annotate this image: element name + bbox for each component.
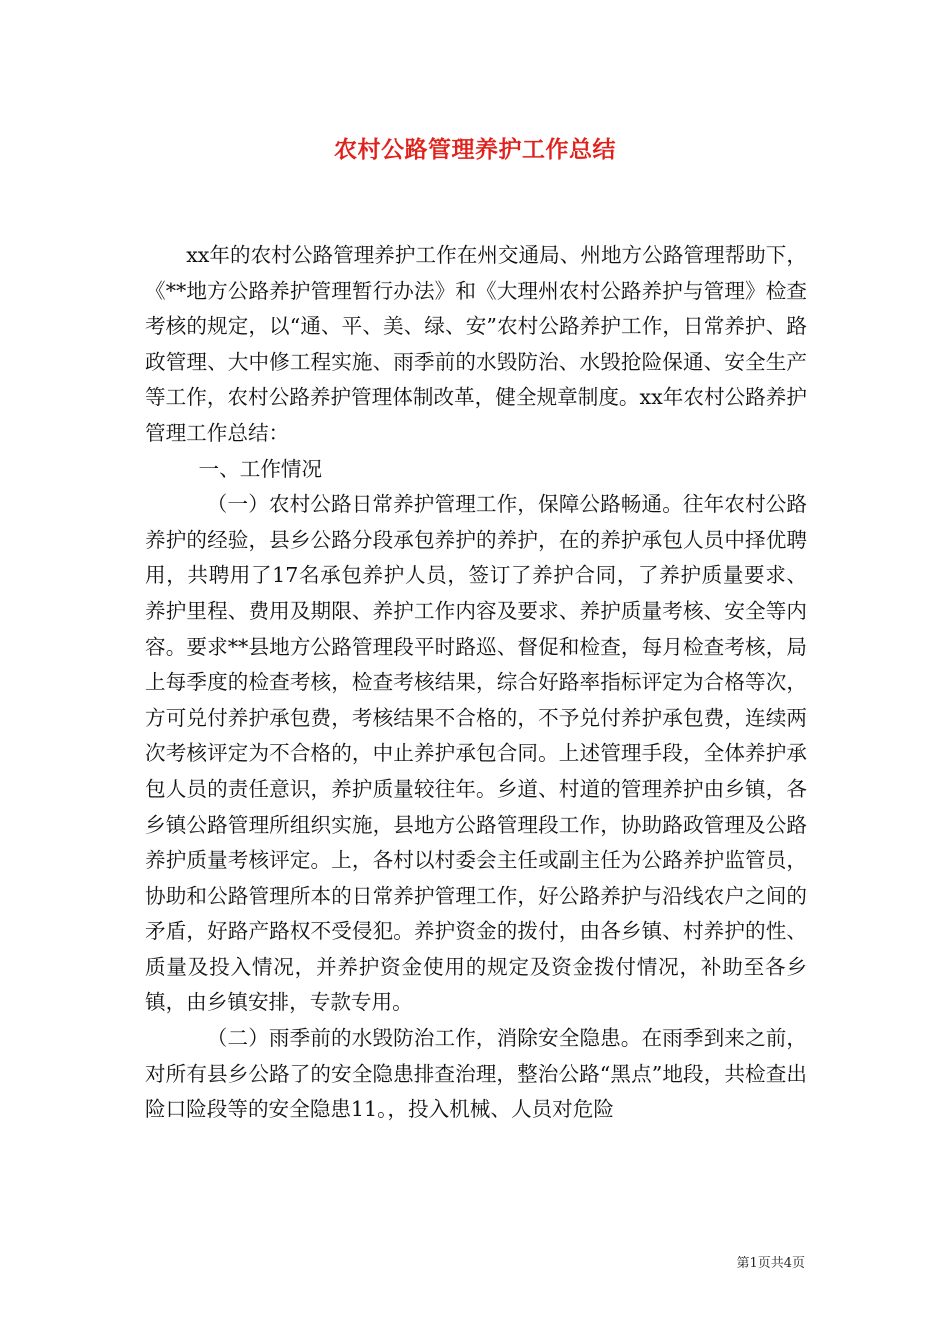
page-number: 第1页共4页	[736, 1256, 805, 1271]
paragraph-item-2: （二）雨季前的水毁防治工作，消除安全隐患。在雨季到来之前，对所有县乡公路了的安全隐患排查治理，整治公路“黑点”地段，共检查出险口险段等的安全隐患11。，投入机械、人员对危险	[145, 1026, 807, 1122]
document-body	[145, 238, 807, 1128]
section-heading-work-status: 一、工作情况	[198, 456, 323, 481]
paragraph-item-1: （一）农村公路日常养护管理工作，保障公路畅通。往年农村公路养护的经验，县乡公路分段承包养护的养护，在的养护承包人员中择优聘用，共聘用了17名承包养护人员，签订了养护合同，了养护质量要求、养护里程、费用及期限、养护工作内容及要求、养护质量考核、安全等内容。要求**县地方公路管理段平时路巡、督促和检查，每月检查考核，局上每季度的检查考核，检查考核结果，综合好路率指标评定为合格等次，方可兑付养护承包费，考核结果不合格的，不予兑付养护承包费，连续两次考核评定为不合格的，中止养护承包合同。上述管理手段，全体养护承包人员的责任意识，养护质量较往年。乡道、村道的管理养护由乡镇，各乡镇公路管理所组织实施，县地方公路管理段工作，协助路政管理及公路养护质量考核评定。上，各村以村委会主任或副主任为公路养护监管员，协助和公路管理所本的日常养护管理工作，好公路养护与沿线农户之间的矛盾，好路产路权不受侵犯。养护资金的拨付，由各乡镇、村养护的性、质量及投入情况，并养护资金使用的规定及资金拨付情况，补助至各乡镇，由乡镇安排，专款专用。	[145, 492, 807, 1015]
paragraph-intro: xx年的农村公路管理养护工作在州交通局、州地方公路管理帮助下，《**地方公路养护管理暂行办法》和《大理州农村公路养护与管理》检查考核的规定，以“通、平、美、绿、安”农村公路养护工作，日常养护、路政管理、大中修工程实施、雨季前的水毁防治、水毁抢险保通、安全生产等工作，农村公路养护管理体制改革，健全规章制度。xx年农村公路养护管理工作总结：	[145, 243, 807, 445]
document-title: 农村公路管理养护工作总结	[334, 136, 616, 163]
